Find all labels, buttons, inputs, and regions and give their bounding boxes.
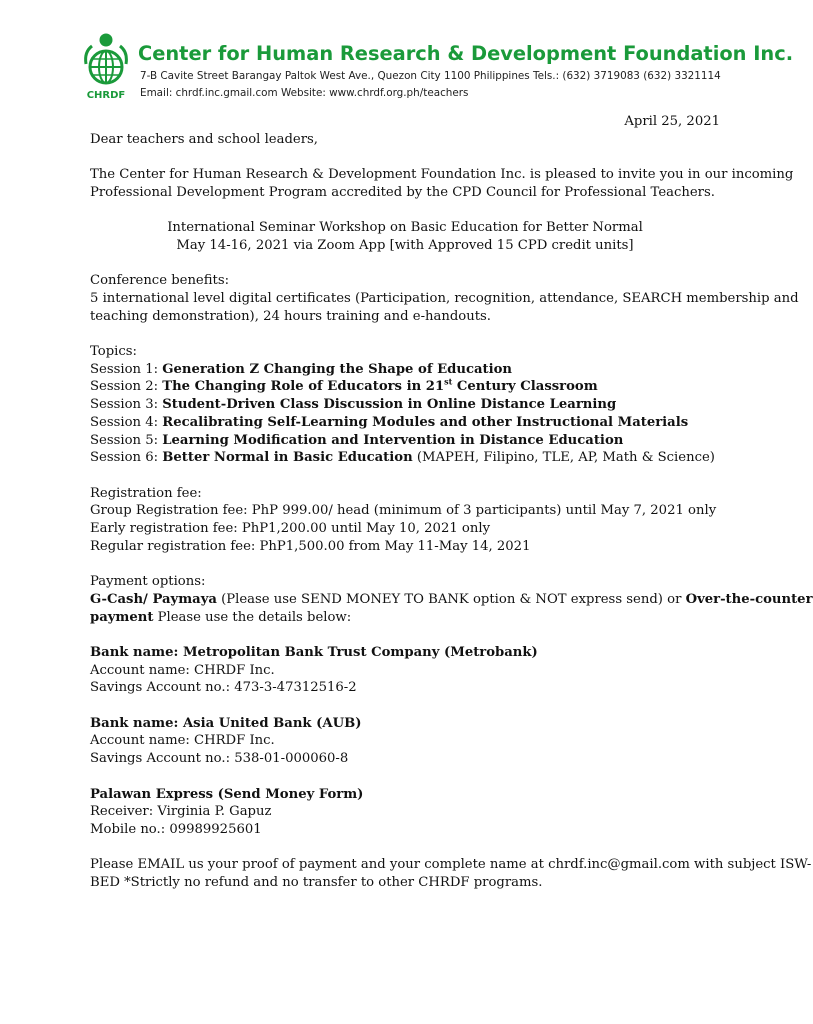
org-address: 7-B Cavite Street Barangay Paltok West Ave., Quezon City 1100 Philippines Tels.: (632) 3719083 (632) 3321114 [140,70,721,82]
remittance-name: Palawan Express (Send Money Form) [90,786,364,802]
salutation: Dear teachers and school leaders, [90,131,318,147]
session-2 [90,378,720,396]
logo-text: CHRDF [86,90,126,101]
closing-line-1: Please EMAIL us your proof of payment and your complete name at chrdf.inc@gmail.com with subject ISW- [90,857,812,873]
remittance-receiver: Receiver: Virginia P. Gapuz [90,804,272,820]
payment-heading: Payment options: [90,574,206,590]
session-label: Session 3: [90,397,163,413]
fee-heading: Registration fee: [90,485,202,501]
payment-line-1: G-Cash/ Paymaya (Please use SEND MONEY TO BANK option & NOT express send) or Over-the-counter [90,591,813,607]
session-4 [90,414,720,432]
session-title: Recalibrating Self-Learning Modules and other Instructional Materials [162,414,689,430]
session-title: The Changing Role of Educators in 21st Century Classroom [162,377,598,395]
session-label: Session 5: [90,432,163,448]
session-3 [90,396,720,414]
topics-heading: Topics: [90,344,137,360]
event-title: International Seminar Workshop on Basic Education for Better Normal [167,220,643,236]
session-title: Generation Z Changing the Shape of Education [162,361,513,377]
payment-line-2: payment Please use the details below: [90,609,352,625]
benefits-heading: Conference benefits: [90,273,230,289]
remittance-mobile: Mobile no.: 09989925601 [90,821,262,837]
letterhead [82,32,794,102]
session-subjects: (MAPEH, Filipino, TLE, AP, Math & Science) [412,450,715,466]
session-title: Learning Modification and Intervention in Distance Education [162,432,624,448]
benefits-line-1: 5 international level digital certificates (Participation, recognition, attendance, SEARCH membership and [90,290,799,306]
session-5 [90,432,720,450]
fee-group: Group Registration fee: PhP 999.00/ head (minimum of 3 participants) until May 7, 2021 only [90,503,717,519]
chrdf-globe-logo [82,32,132,100]
benefits-line-2: teaching demonstration), 24 hours training and e-handouts. [90,308,492,324]
session-label: Session 2: [90,379,163,395]
session-1 [90,361,720,379]
session-label: Session 1: [90,361,163,377]
letter-body [90,113,813,892]
session-title: Better Normal in Basic Education [162,450,413,466]
bank-account-name: Account name: CHRDF Inc. [90,662,275,678]
bank-account-name: Account name: CHRDF Inc. [90,733,275,749]
fee-regular: Regular registration fee: PhP1,500.00 from May 11-May 14, 2021 [90,538,531,554]
letter-date: April 25, 2021 [624,114,720,129]
bank-account-number: Savings Account no.: 538-01-000060-8 [90,751,349,767]
session-label: Session 4: [90,414,163,430]
session-label: Session 6: [90,450,163,466]
bank-name: Bank name: Asia United Bank (AUB) [90,715,362,731]
session-6 [90,449,720,467]
bank-name: Bank name: Metropolitan Bank Trust Company (Metrobank) [90,644,538,660]
org-name: Center for Human Research & Development Foundation Inc. [138,42,794,65]
intro-line-1: The Center for Human Research & Development Foundation Inc. is pleased to invite you in our incoming [90,167,794,183]
org-contact: Email: chrdf.inc.gmail.com Website: www.chrdf.org.ph/teachers [140,87,469,99]
intro-line-2: Professional Development Program accredited by the CPD Council for Professional Teachers. [90,184,715,200]
event-details: May 14-16, 2021 via Zoom App [with Approved 15 CPD credit units] [176,237,634,253]
closing-line-2: BED *Strictly no refund and no transfer to other CHRDF programs. [90,875,543,891]
session-title: Student-Driven Class Discussion in Online Distance Learning [162,397,617,413]
fee-early: Early registration fee: PhP1,200.00 until May 10, 2021 only [90,521,491,537]
bank-account-number: Savings Account no.: 473-3-47312516-2 [90,680,357,696]
